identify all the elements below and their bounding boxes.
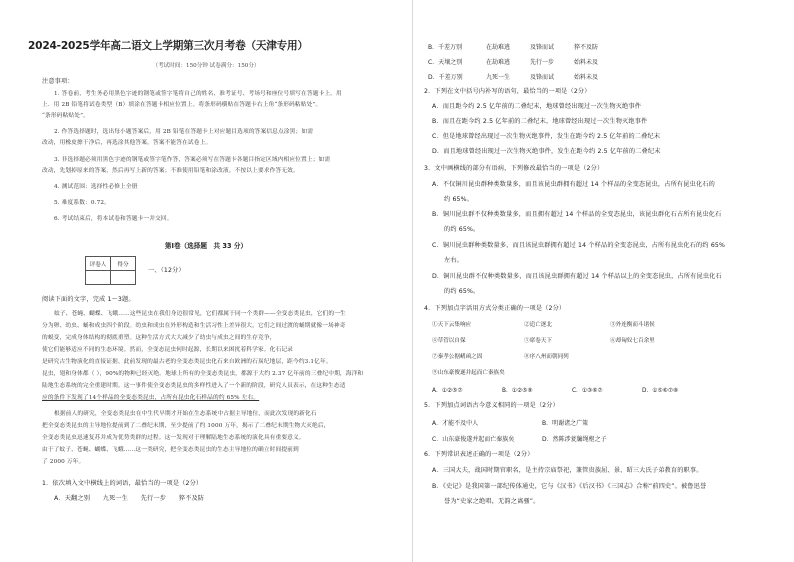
q2-option-a: A．而且距今约 2.5 亿年前的二叠纪末，地球曾经出现过一次生物灭绝事件 bbox=[432, 103, 642, 110]
passage-underlined-sentence: 应的条件下发现了14个样品的全变态类昆虫，占所有昆虫化石样品的约 65% 左右。 bbox=[42, 395, 260, 401]
passage-p1-line: 蚊子、苍蝇、蝴蝶、飞蛾……这些昆虫在我们身边很常见，它们都属于同一个类群——全变态类昆虫，它们的一生 bbox=[54, 311, 346, 317]
score-cell[interactable] bbox=[111, 271, 136, 285]
score-label: 得分 bbox=[111, 257, 136, 271]
q6-option-a: A．三国大夫，战国时期官职名，是主持宗庙祭祀，兼管贵族屈、景、昭三大氏子弟教育的职事。 bbox=[432, 467, 703, 474]
passage-p2-line: 了 2000 万年。 bbox=[42, 459, 85, 465]
passage-p2-line: 全变态类昆虫迅速复苏并成为优势类群的过程。这一发现对于理解陆地生态系统的演化具有重要意义。 bbox=[42, 435, 305, 441]
q5-stem: 5．下列加点词语古今意义相同的一项是（2分） bbox=[424, 402, 559, 409]
passage-p2-line: 由于了蚊子、苍蝇、蝴蝶、飞蛾……这一类研究，把全变态类昆虫的生态主导地位的确立时间提前到 bbox=[42, 447, 299, 453]
note-3-line-2: 改动，先划掉原来的答案，然后再写上新的答案；不准使用铅笔和涂改液。不按以上要求作答无效。 bbox=[42, 168, 299, 174]
notes-heading: 注意事项： bbox=[42, 78, 74, 85]
passage-p1-line: 的蜕变，完成身体结构的彻底重塑。这种生活方式大大减少了幼虫与成虫之间的生存竞争， bbox=[42, 335, 276, 341]
q6-option-b-cont: 誉为“史家之绝唱，无韵之离骚”。 bbox=[444, 498, 540, 505]
q3-option-b-cont: 的约 65%。 bbox=[444, 226, 480, 233]
q1-stem: 1．依次填入文中横线上的词语，最恰当的一项是（2分） bbox=[42, 480, 203, 487]
note-6: 6. 考试结束后，将本试卷和答题卡一并交回。 bbox=[54, 216, 173, 222]
q4-items-row: ④草管以自保 ⑤席卷天下 ⑥却匈奴七百余里 bbox=[432, 338, 655, 344]
note-1-line-2: 上．用 2B 铅笔将试卷类型（B）填涂在答题卡相应位置上。将条形码横贴在答题卡右上角“条形码粘贴处”。 bbox=[42, 102, 322, 108]
q1-option-d: D．千差万别 九死一生 及锋而试 始料未及 bbox=[428, 74, 599, 81]
passage-p1-line: 昆虫，翅和身体都（ ），90%的物种已经灭绝。地球上所有的全变态类昆虫，都源于大约 2.37 亿年前的三叠纪中期，海洋和 bbox=[42, 371, 364, 377]
scorer-label: 评卷人 bbox=[86, 257, 111, 271]
note-2-line-1: 2. 作答选择题时，选出每小题答案后，用 2B 铅笔在答题卡上对应题目选项的答案信息点涂黑；如需 bbox=[54, 129, 314, 135]
q1-option-c: C．天壤之别 在劫难逃 先行一步 始料未及 bbox=[428, 59, 599, 66]
scorer-cell[interactable] bbox=[86, 271, 111, 285]
q2-option-b: B．而且在距今约 2.5 亿年前的二叠纪末，地球曾经出现过一次生物灭绝事件 bbox=[432, 118, 648, 125]
q3-option-c: C．铜川昆虫群种类数量多，而且该昆虫群拥有超过 14 个样品的全变态昆虫，占所有昆虫化石的约 65% bbox=[432, 242, 726, 249]
q1-option-b: B．千差万别 在劫难逃 及锋而试 猝不及防 bbox=[428, 44, 599, 51]
note-5: 5. 难度系数：0.72。 bbox=[54, 200, 110, 206]
exam-title: 2024-2025学年高二语文上学期第三次月考卷（天津专用） bbox=[28, 40, 308, 52]
passage-p2-line: 把全变态类昆虫的主导地位提前到了二叠纪末期，至少提前了约 1000 万年，揭示了二叠纪末期生物大灭绝后， bbox=[42, 423, 330, 429]
q4-items-row: ⑦秦孝公据崤函之固 ⑧序八州而朝同列 bbox=[432, 354, 569, 360]
q5-options-row: C．山东豪俊遂并起而亡秦族矣 D．然陈涉瓮牖绳枢之子 bbox=[432, 436, 607, 443]
q1-option-a: A．天翻之别 九死一生 先行一步 猝不及防 bbox=[54, 495, 205, 502]
passage-p1-line: 使它们能够适应不同的生态环境。然而，全变态昆虫何时起源，长期以来困扰着科学家。化石记录 bbox=[42, 347, 294, 353]
note-2-line-2: 改动，用橡皮擦干净后，再选涂其他答案。答案不能答在试卷上。 bbox=[42, 140, 212, 146]
passage-p1-line: 分为卵、幼虫、蛹和成虫四个阶段。幼虫和成虫在外形构造和生活习性上差异很大，它们之间过渡的蛹期就像一场神奇 bbox=[42, 323, 346, 329]
q4-items-row: ⑨山东豪俊遂并起而亡秦族矣 bbox=[432, 370, 505, 376]
passage-p1-line: 是研究古生物演化的直接证据。此前发现的最古老的全变态类昆虫化石来自欧洲的石炭纪地层，距今约3.1亿年。 bbox=[42, 359, 332, 365]
q2-stem: 2．下列在文中括号内补写的语句，最恰当的一项是（2分） bbox=[424, 88, 591, 95]
q3-option-c-cont: 左右。 bbox=[444, 257, 464, 264]
q3-option-d: D．铜川昆虫群不仅种类数量多，而且该昆虫群拥有超过 14 个样品以上的全变态昆虫，占所有昆虫化石 bbox=[432, 273, 722, 280]
q3-stem: 3．文中画横线的部分有语病，下列修改最恰当的一项是（2分） bbox=[424, 165, 604, 172]
passage-p1-line: 陆地生态系统的完全重建时期。这一事件使全变态类昆虫的多样性进入了一个新的阶段，研究人员表示，在这种生态适 bbox=[42, 383, 346, 389]
q2-option-d: D．而且地球曾经出现过一次生物灭绝事件，发生在距今约 2.5 亿年前的二叠纪末 bbox=[432, 148, 661, 155]
passage-p2-line: 根据前人的研究，全变态类昆虫在中生代早期才开始在生态系统中占据主导地位，而此次发现的新化石 bbox=[54, 411, 317, 417]
q4-stem: 4．下列加点字活用方式分类正确的一项是（2分） bbox=[424, 305, 566, 312]
q3-option-a-cont: 约 65%。 bbox=[444, 196, 473, 203]
part-one-label: 一、（12分） bbox=[148, 267, 185, 274]
q4-items-row: ①天下云集响应 ②追亡逐北 ③外连衡而斗诸侯 bbox=[432, 322, 655, 328]
q5-options-row: A．才能不及中人 B．明谢诸之广策 bbox=[432, 420, 589, 427]
note-3-line-1: 3. 非选择题必须用黑色字迹的钢笔或签字笔作答，答案必须写在答题卡各题目指定区域内相应位置上；如需 bbox=[54, 157, 331, 163]
score-table bbox=[85, 256, 136, 285]
note-1-line-3: “条形码粘贴处”。 bbox=[42, 113, 89, 119]
exam-meta: （考试时间：150分钟 试卷满分：150分） bbox=[152, 63, 260, 69]
q2-option-c: C．但是地球曾经出现过一次生物灭绝事件，发生在距今约 2.5 亿年前的二叠纪末 bbox=[432, 133, 661, 140]
q4-options: A．①②⑤⑦ B．①②⑤⑨ C．①③⑥⑦ D．①⑤⑥⑦⑧ bbox=[432, 388, 679, 394]
note-1-line-1: 1. 答卷前，考生务必用黑色字迹的钢笔或签字笔将自己的姓名、准考证号、考场号和座位号填写在答题卡上。用 bbox=[54, 91, 342, 97]
q3-option-d-cont: 的约 65%。 bbox=[444, 288, 480, 295]
note-4: 4. 测试范围：选择性必修上全册 bbox=[54, 184, 138, 190]
right-column bbox=[412, 0, 794, 562]
q3-option-a: A．不仅铜川昆虫群种类数量多，而且该昆虫群拥有超过 14 个样品的全变态昆虫，占所有昆虫化石的 bbox=[432, 181, 715, 188]
q3-option-b: B．铜川昆虫群不仅种类数量多，而且拥有超过 14 个样品的全变态昆虫，该昆虫群化石占所有昆虫化石 bbox=[432, 211, 722, 218]
section-heading: 第Ⅰ卷（选择题 共 33 分） bbox=[164, 242, 248, 250]
q6-stem: 6．下列常识表述正确的一项是（2分） bbox=[424, 451, 534, 458]
reading-intro: 阅读下面的文字，完成 1～3题。 bbox=[42, 296, 135, 303]
q6-option-b: B．《史记》是我国第一部纪传体通史，它与《汉书》《后汉书》《三国志》合称“前四史”。被鲁迅誉 bbox=[432, 483, 707, 490]
